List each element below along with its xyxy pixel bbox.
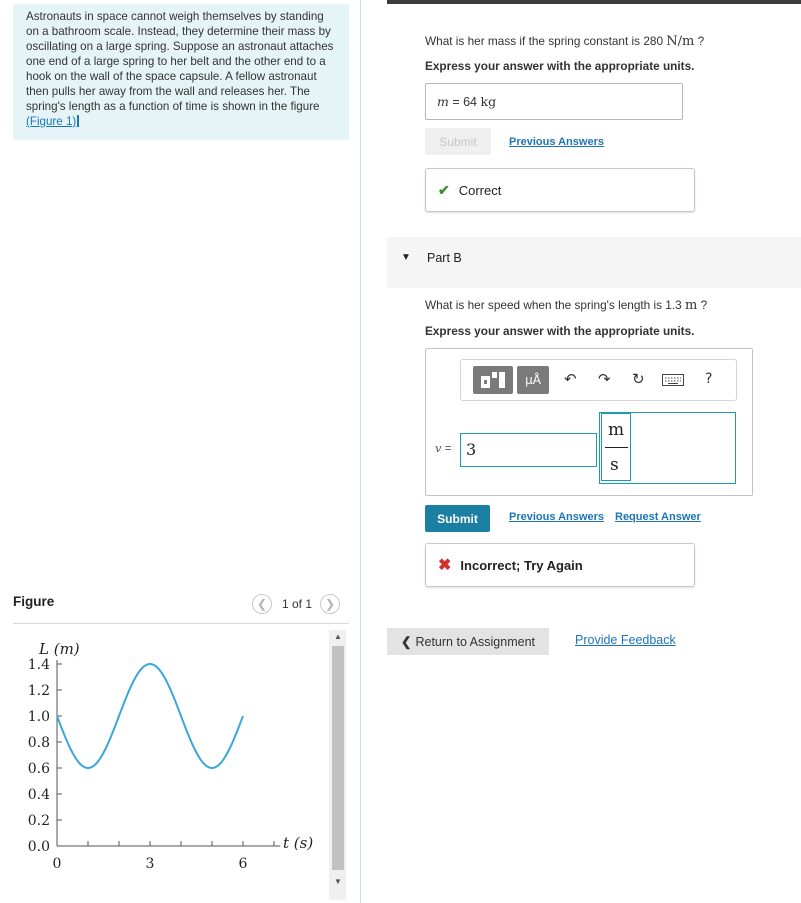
scroll-up-icon[interactable]: ▲: [334, 632, 342, 641]
part-a-feedback: ✔ Correct: [425, 168, 695, 212]
y-tick-label: 0.2: [27, 813, 50, 829]
redo-icon[interactable]: ↷: [598, 370, 611, 388]
request-answer-link[interactable]: Request Answer: [615, 511, 701, 523]
x-icon: ✖: [438, 557, 452, 574]
chevron-right-icon[interactable]: ❯: [320, 594, 340, 614]
part-b-previous-answers-link[interactable]: Previous Answers: [509, 511, 604, 523]
units-icon[interactable]: μÅ: [517, 366, 549, 394]
y-tick-label: 0.8: [27, 735, 50, 751]
part-b-feedback: ✖ Incorrect; Try Again: [425, 543, 695, 587]
top-bar: [387, 0, 801, 4]
chevron-left-icon[interactable]: ❮: [252, 594, 272, 614]
part-a-answer-field[interactable]: m = 64 kg: [425, 83, 683, 120]
keyboard-icon[interactable]: [662, 372, 684, 390]
part-b-question: What is her speed when the spring's length is 1.3 m ?: [425, 298, 708, 313]
x-tick-label: 0: [52, 856, 62, 872]
part-b-label[interactable]: Part B: [427, 251, 462, 265]
fraction-bar: [605, 447, 628, 448]
axes: [57, 660, 280, 846]
reset-icon[interactable]: ↻: [632, 370, 645, 388]
figure-pager: [252, 594, 340, 614]
x-tick-label: 6: [238, 856, 248, 872]
figure-link[interactable]: (Figure 1): [26, 115, 77, 128]
y-tick-label: 0.0: [27, 839, 50, 855]
part-b-submit-button[interactable]: Submit: [425, 505, 490, 532]
unit-numerator: m: [608, 420, 625, 440]
help-icon[interactable]: ?: [705, 371, 713, 387]
part-a-submit-button[interactable]: Submit: [425, 128, 491, 155]
speed-value-input[interactable]: 3: [460, 433, 597, 467]
unit-denominator: s: [610, 455, 619, 475]
problem-text: Astronauts in space cannot weigh themselves by standing on a bathroom scale. Instead, they determine their mass by oscillating on a large spring. Suppose an astronaut attaches one end of a large spring to her belt and the other end to a hook on the wall of the space capsule. A fellow astronaut then pulls her away from the wall and releases her. The spring's length as a function of time is shown in the figure: [26, 10, 334, 113]
y-axis-label: L (m): [39, 640, 80, 658]
y-tick-label: 0.6: [27, 761, 50, 777]
templates-icon[interactable]: [473, 366, 513, 394]
caret-down-icon[interactable]: ▼: [401, 252, 411, 263]
figure-heading: Figure: [13, 594, 55, 609]
y-tick-label: 0.4: [27, 787, 50, 803]
problem-statement: [13, 4, 349, 140]
provide-feedback-link[interactable]: Provide Feedback: [575, 633, 676, 647]
part-b-instruction: Express your answer with the appropriate units.: [425, 324, 695, 338]
spring-length-graph: [13, 630, 325, 898]
scroll-down-icon[interactable]: ▼: [334, 877, 342, 886]
part-a-previous-answers-link[interactable]: Previous Answers: [509, 136, 604, 148]
return-to-assignment-button[interactable]: ❮ Return to Assignment: [387, 628, 549, 655]
y-tick-label: 1.0: [27, 709, 50, 725]
part-a-instruction: Express your answer with the appropriate units.: [425, 59, 695, 73]
speed-variable-label: v =: [435, 441, 452, 455]
data-series-line: [57, 664, 243, 768]
pager-text: 1 of 1: [282, 597, 313, 611]
figure-divider: [13, 623, 349, 624]
panel-divider: [360, 0, 361, 903]
y-tick-label: 1.4: [27, 657, 50, 673]
scrollbar-thumb[interactable]: [332, 646, 344, 870]
text-cursor: [77, 115, 79, 127]
x-tick-label: 3: [145, 856, 155, 872]
undo-icon[interactable]: ↶: [564, 370, 577, 388]
part-a-question: What is her mass if the spring constant is 280 N/m ?: [425, 34, 705, 49]
check-icon: ✔: [438, 181, 450, 198]
x-axis-label: t (s): [283, 834, 314, 852]
chevron-left-icon: ❮: [401, 635, 412, 649]
y-tick-label: 1.2: [27, 683, 50, 699]
